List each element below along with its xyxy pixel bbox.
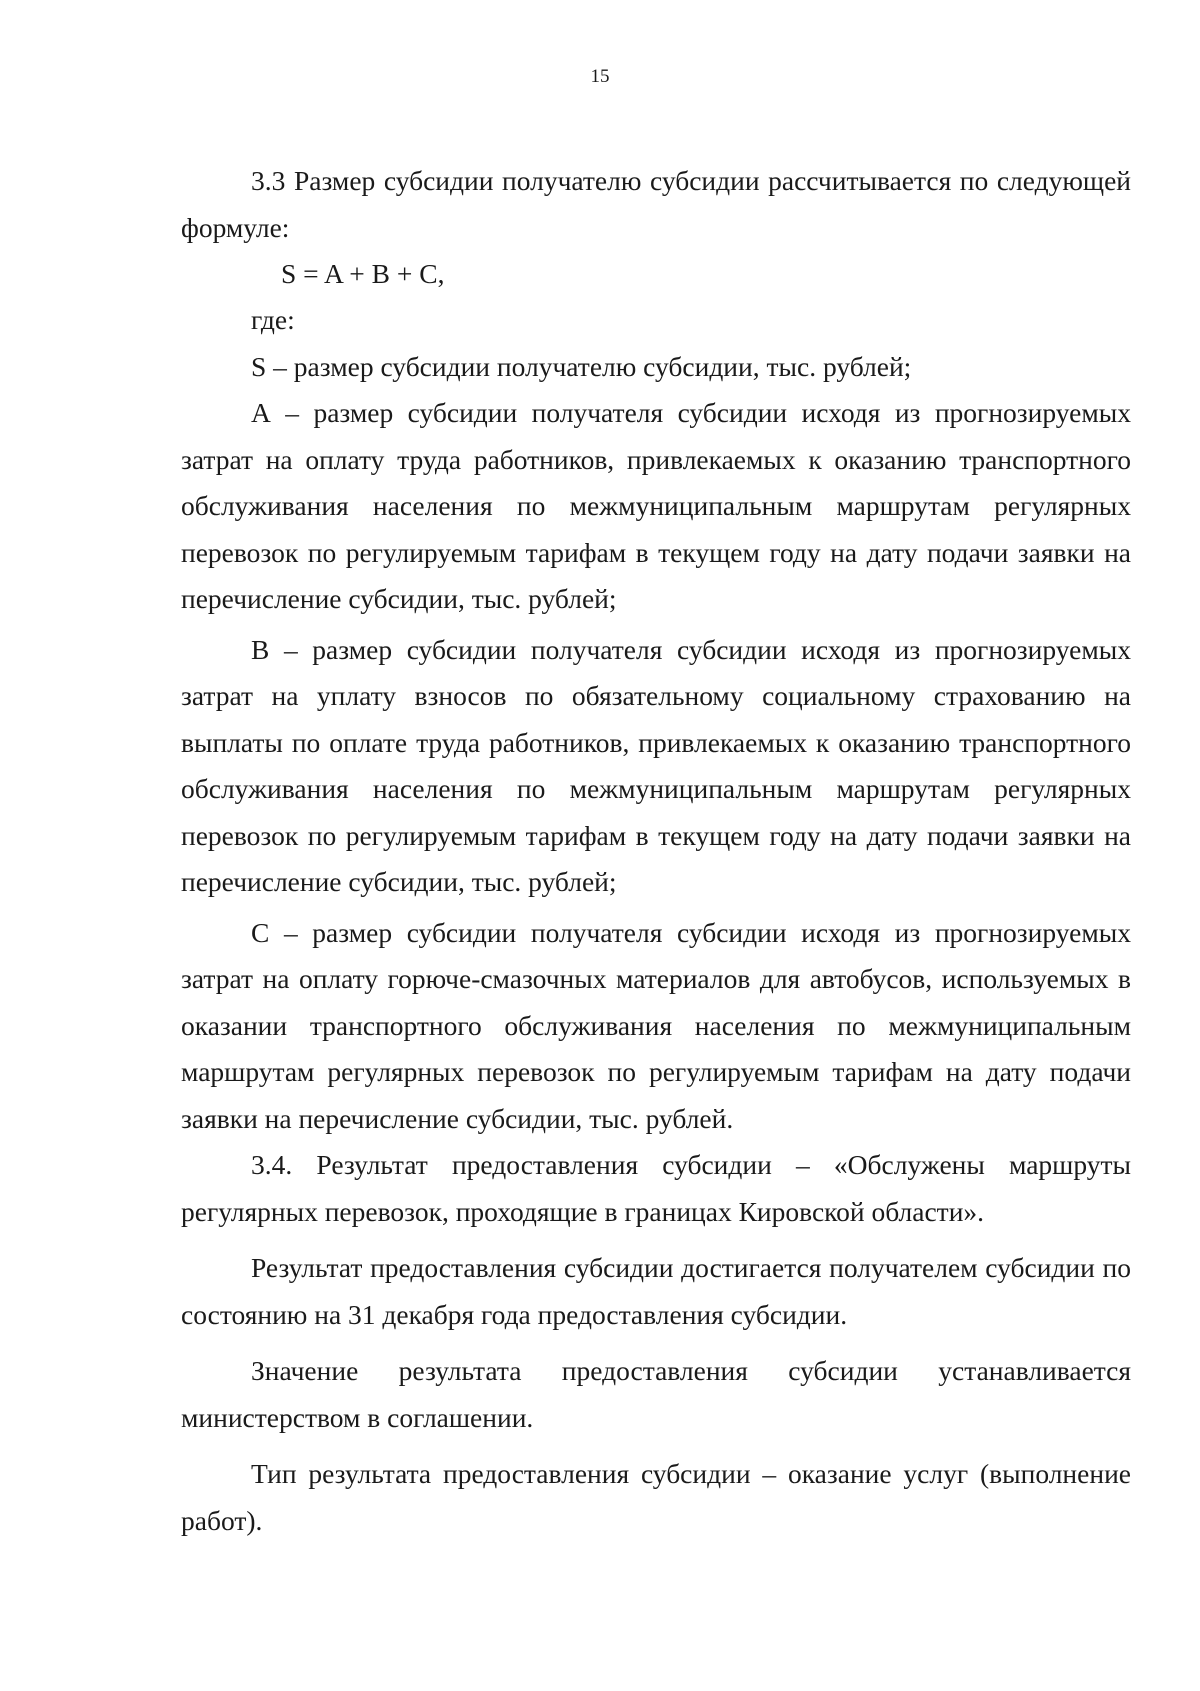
definition-b: В – размер субсидии получателя субсидии исходя из прогнозируемых затрат на уплату взносов по обязательному социальному страхованию на выплаты по оплате труда работников, привлекаемых к оказанию транспортного обслуживания населения по межмуниципальным маршрутам регулярных перевозок по регулируемым тарифам в текущем году на дату подачи заявки на перечисление субсидии, тыс. рублей;: [181, 633, 1131, 897]
paragraph-result-achieved: Результат предоставления субсидии достигается получателем субсидии по состоянию на 31 декабря года предоставления субсидии.: [181, 1252, 1131, 1330]
definition-c: С – размер субсидии получателя субсидии исходя из прогнозируемых затрат на оплату горюче-смазочных материалов для автобусов, используемых в оказании транспортного обслуживания населения по межмуниципальным маршрутам регулярных перевозок по регулируемым тарифам на дату подачи заявки на перечисление субсидии, тыс. рублей.: [181, 916, 1131, 1134]
paragraph-result-type: Тип результата предоставления субсидии – оказание услуг (выполнение работ).: [181, 1458, 1131, 1536]
paragraph-intro: 3.3 Размер субсидии получателю субсидии рассчитывается по следующей формуле:: [181, 165, 1131, 243]
document-body: [181, 158, 1131, 1544]
paragraph-where: где:: [251, 304, 295, 335]
paragraph-result-value: Значение результата предоставления субсидии устанавливается министерством в соглашении.: [181, 1355, 1131, 1433]
paragraph-result-3-4: 3.4. Результат предоставления субсидии – «Обслужены маршруты регулярных перевозок, проходящие в границах Кировской области».: [181, 1149, 1131, 1227]
definition-a: А – размер субсидии получателя субсидии исходя из прогнозируемых затрат на оплату труда работников, привлекаемых к оказанию транспортного обслуживания населения по межмуниципальным маршрутам регулярных перевозок по регулируемым тарифам в текущем году на дату подачи заявки на перечисление субсидии, тыс. рублей;: [181, 397, 1131, 614]
definition-s: S – размер субсидии получателю субсидии, тыс. рублей;: [251, 350, 912, 382]
formula: S = A + B + C,: [281, 258, 445, 289]
page-number: 15: [590, 66, 610, 87]
